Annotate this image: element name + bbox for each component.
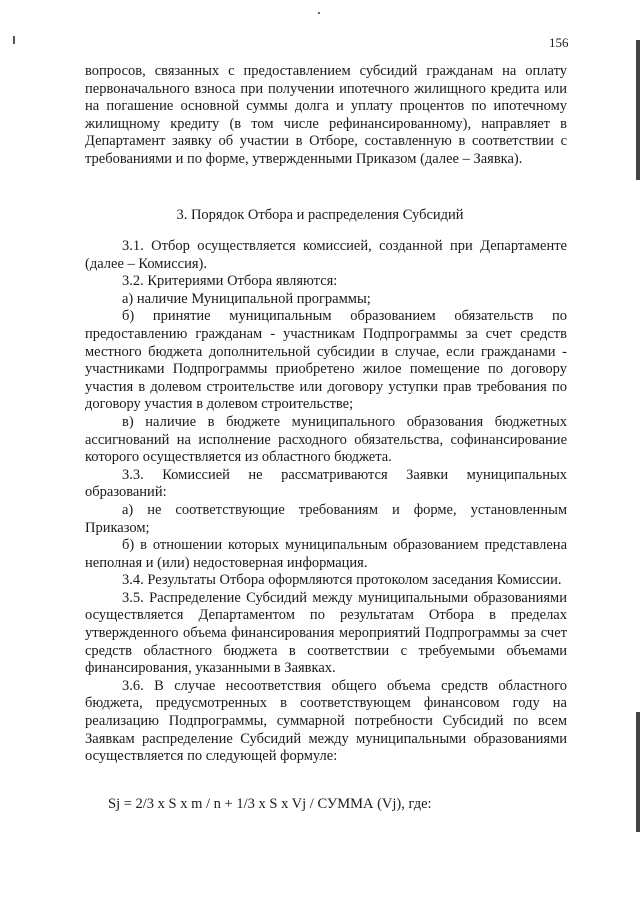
criterion-c: в) наличие в бюджете муниципального образования бюджетных ассигнований на исполнение расходного обязательства, софинансирование которого осуществляется из областного бюджета. [85,413,567,466]
section-heading: 3. Порядок Отбора и распределения Субсидий [176,207,464,223]
paragraph-3-5: 3.5. Распределение Субсидий между муниципальными образованиями осуществляется Департаментом по результатам Отбора в пределах утвержденного объема финансирования мероприятий Подпрограммы за счет средств областного бюджета в соответствии с требуемыми объемами финансирования, указанными в Заявках. [85,589,567,677]
intro-block [85,63,567,169]
paragraph-3-4: 3.4. Результаты Отбора оформляются протоколом заседания Комиссии. [122,572,562,589]
paragraph-3-2: 3.2. Критериями Отбора являются: [122,273,338,290]
scan-edge-shadow-top [636,40,640,180]
page-number: 156 [549,35,569,50]
paragraph-3-3: 3.3. Комиссией не рассматриваются Заявки муниципальных образований: [85,466,567,501]
distribution-formula: Sj = 2/3 x S x m / n + 1/3 x S x Vj / СУММА (Vj), где: [108,796,432,812]
scan-speck [318,12,320,14]
scan-margin-mark [13,36,15,44]
scan-edge-shadow-bottom [636,712,640,832]
paragraph-3-6: 3.6. В случае несоответствия общего объема средств областного бюджета, предусмотренных в соответствующем финансовом году на реализацию Подпрограммы, суммарной потребности Субсидий по всем Заявкам распределение Субсидий между муниципальными образованиями осуществляется по следующей формуле: [85,677,567,765]
section-body [85,238,567,766]
exclusion-b: б) в отношении которых муниципальным образованием представлена неполная и (или) недостоверная информация. [85,537,567,571]
exclusion-a: а) не соответствующие требованиям и форме, установленным Приказом; [85,501,567,536]
criterion-b: б) принятие муниципальным образованием обязательств по предоставлению гражданам - участникам Подпрограммы за счет средств местного бюджета дополнительной субсидии в случае, если гражданами - участниками Подпрограммы приобретено жилое помещение по договору участия в долевом строительстве или договору уступки прав требования по договору участия в долевом строительстве; [85,308,567,413]
paragraph-3-1: 3.1. Отбор осуществляется комиссией, созданной при Департаменте (далее – Комиссия). [85,238,567,272]
intro-paragraph: вопросов, связанных с предоставлением субсидий гражданам на оплату первоначального взноса при получении ипотечного жилищного кредита или на погашение основной суммы долга и уплату процентов по ипотечному жилищному кредиту (в том числе рефинансированному), направляет в Департамент заявку об участии в Отборе, составленную в соответствии с требованиями и по форме, утвержденными Приказом (далее – Заявка). [85,63,567,167]
criterion-a: а) наличие Муниципальной программы; [122,290,371,307]
